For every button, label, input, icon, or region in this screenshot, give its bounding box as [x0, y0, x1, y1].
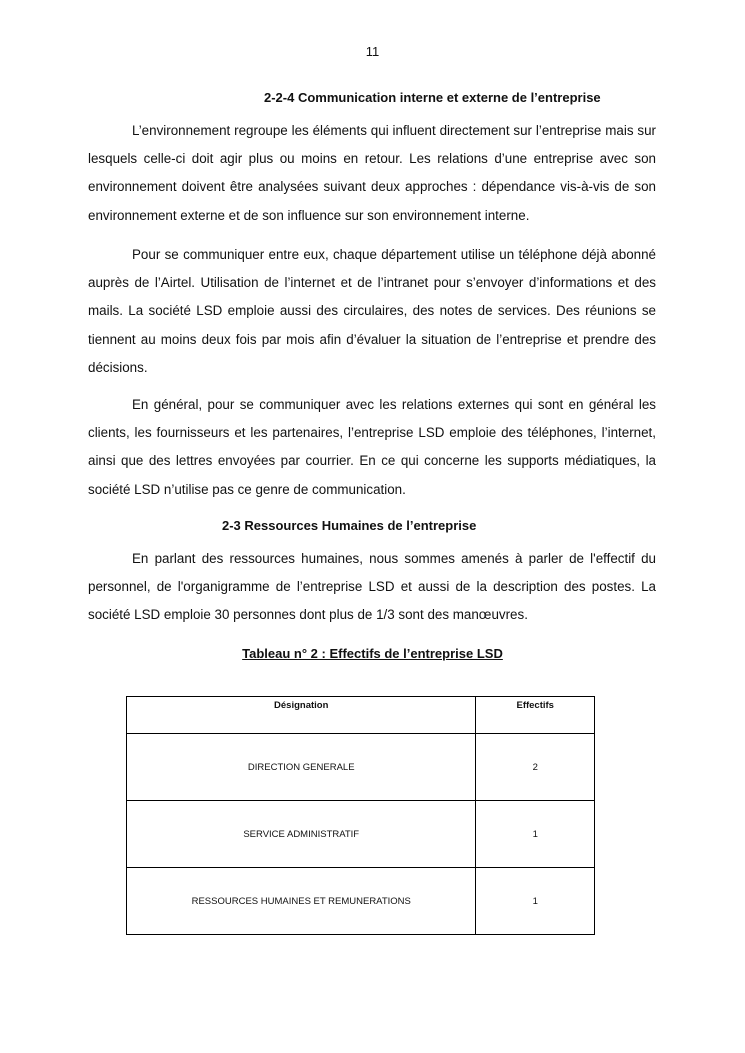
table-title: Tableau n° 2 : Effectifs de l’entreprise LSD	[242, 646, 503, 661]
designation-cell: SERVICE ADMINISTRATIF	[127, 801, 476, 868]
paragraph-communication-externe: En général, pour se communiquer avec les relations externes qui sont en général les clients, les fournisseurs et les partenaires, l’entreprise LSD emploie des téléphones, l’internet, ainsi que des lettres envoyées par courrier. En ce qui concerne les supports médiatiques, la société LSD n’utilise pas ce genre de communication.	[88, 397, 656, 497]
paragraph-ressources-humaines: En parlant des ressources humaines, nous sommes amenés à parler de l'effectif du personnel, de l'organigramme de l’entreprise LSD et aussi de la description des postes. La société LSD emploie 30 personnes dont plus de 1/3 sont des manœuvres.	[88, 551, 656, 623]
section-heading-ressources-humaines: 2-3 Ressources Humaines de l’entreprise	[222, 518, 477, 533]
effectif-cell: 1	[476, 868, 595, 935]
header-effectifs: Effectifs	[476, 697, 595, 734]
designation-cell: DIRECTION GENERALE	[127, 734, 476, 801]
effectifs-table	[126, 696, 595, 935]
table-row	[127, 734, 595, 801]
table-row	[127, 868, 595, 935]
section-heading-communication: 2-2-4 Communication interne et externe de l’entreprise	[264, 90, 601, 105]
header-designation: Désignation	[127, 697, 476, 734]
effectif-cell: 2	[476, 734, 595, 801]
paragraph-environnement: L’environnement regroupe les éléments qui influent directement sur l’entreprise mais sur lesquels celle-ci doit agir plus ou moins en retour. Les relations d’une entreprise avec son environnement doivent être analysées suivant deux approches : dépendance vis-à-vis de son environnement externe et de son influence sur son environnement interne.	[88, 123, 656, 223]
designation-cell: RESSOURCES HUMAINES ET REMUNERATIONS	[127, 868, 476, 935]
table-row	[127, 801, 595, 868]
paragraph-communication-interne: Pour se communiquer entre eux, chaque département utilise un téléphone déjà abonné auprès de l’Airtel. Utilisation de l’internet et de l’intranet pour s’envoyer d’informations et des mails. La société LSD emploie aussi des circulaires, des notes de services. Des réunions se tiennent au moins deux fois par mois afin d’évaluer la situation de l’entreprise et prendre des décisions.	[88, 247, 656, 375]
page-number: 11	[365, 44, 380, 59]
effectif-cell: 1	[476, 801, 595, 868]
table-header-row	[127, 697, 595, 734]
